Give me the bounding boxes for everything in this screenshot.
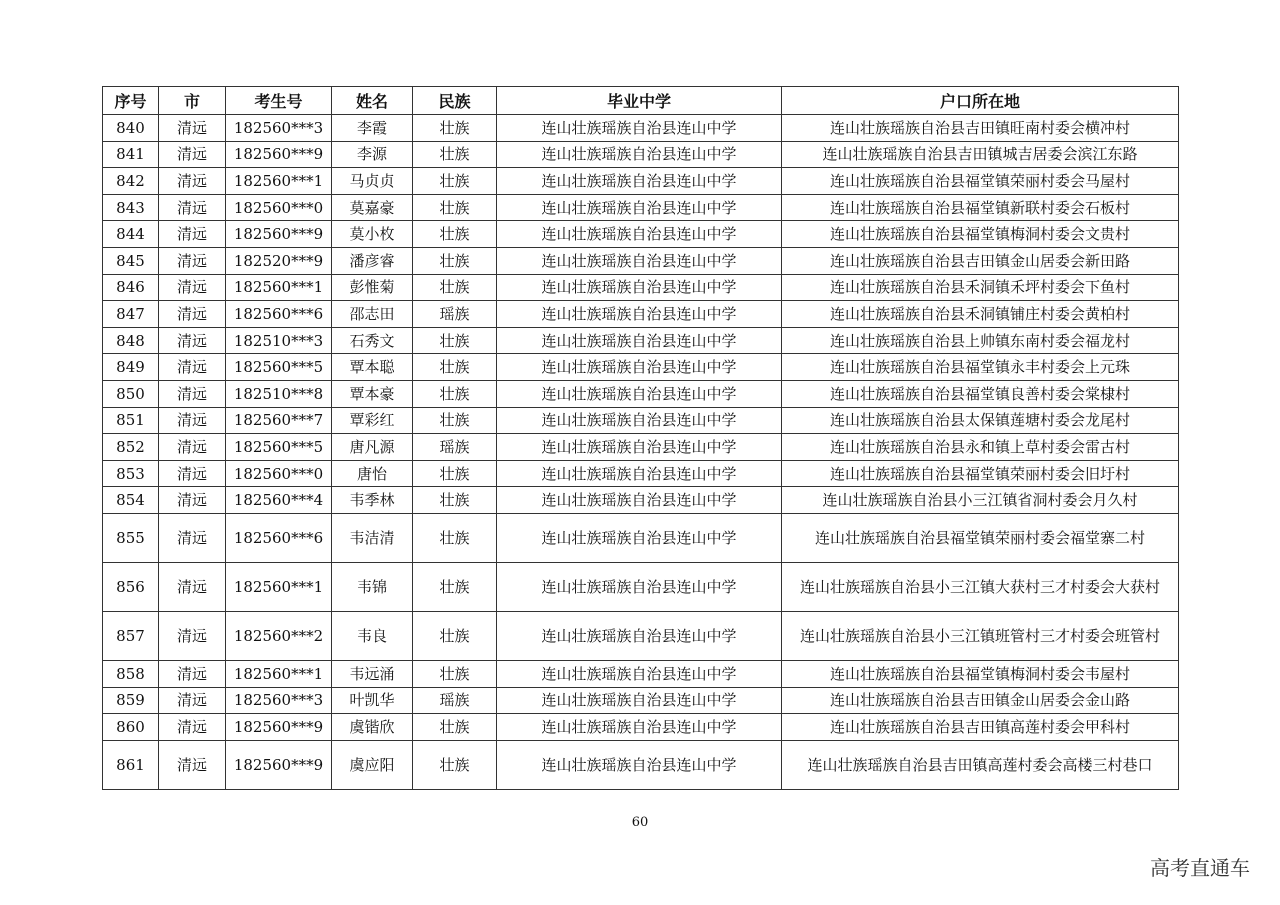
cell-high-school: 连山壮族瑶族自治县连山中学 (497, 168, 782, 195)
cell-city: 清远 (159, 487, 226, 514)
col-header-high-school: 毕业中学 (497, 87, 782, 115)
cell-city: 清远 (159, 740, 226, 789)
cell-ethnicity: 壮族 (413, 354, 497, 381)
table-row (103, 327, 1179, 354)
cell-exam-number: 182560***0 (226, 194, 332, 221)
col-header-ethnicity: 民族 (413, 87, 497, 115)
cell-city: 清远 (159, 141, 226, 168)
cell-exam-number: 182510***8 (226, 380, 332, 407)
cell-exam-number: 182560***3 (226, 687, 332, 714)
cell-household-address: 连山壮族瑶族自治县福堂镇良善村委会棠棣村 (782, 380, 1179, 407)
table-row (103, 660, 1179, 687)
cell-household-address: 连山壮族瑶族自治县小三江镇省洞村委会月久村 (782, 487, 1179, 514)
table-row (103, 354, 1179, 381)
cell-city: 清远 (159, 194, 226, 221)
cell-index: 854 (103, 487, 159, 514)
cell-name: 韦良 (332, 611, 413, 660)
cell-ethnicity: 壮族 (413, 141, 497, 168)
cell-high-school: 连山壮族瑶族自治县连山中学 (497, 327, 782, 354)
cell-name: 石秀文 (332, 327, 413, 354)
cell-high-school: 连山壮族瑶族自治县连山中学 (497, 513, 782, 562)
cell-name: 唐怡 (332, 460, 413, 487)
cell-ethnicity: 壮族 (413, 274, 497, 301)
cell-city: 清远 (159, 434, 226, 461)
cell-index: 857 (103, 611, 159, 660)
cell-city: 清远 (159, 460, 226, 487)
cell-high-school: 连山壮族瑶族自治县连山中学 (497, 562, 782, 611)
cell-ethnicity: 壮族 (413, 611, 497, 660)
cell-high-school: 连山壮族瑶族自治县连山中学 (497, 407, 782, 434)
cell-ethnicity: 壮族 (413, 513, 497, 562)
cell-exam-number: 182560***9 (226, 714, 332, 741)
table-row (103, 460, 1179, 487)
cell-index: 847 (103, 301, 159, 328)
cell-household-address: 连山壮族瑶族自治县福堂镇永丰村委会上元珠 (782, 354, 1179, 381)
cell-city: 清远 (159, 221, 226, 248)
table-row (103, 740, 1179, 789)
cell-exam-number: 182560***2 (226, 611, 332, 660)
cell-index: 860 (103, 714, 159, 741)
table-row (103, 562, 1179, 611)
cell-exam-number: 182560***1 (226, 274, 332, 301)
cell-name: 覃本聪 (332, 354, 413, 381)
cell-index: 843 (103, 194, 159, 221)
cell-exam-number: 182560***5 (226, 434, 332, 461)
cell-ethnicity: 壮族 (413, 221, 497, 248)
cell-ethnicity: 瑶族 (413, 301, 497, 328)
cell-high-school: 连山壮族瑶族自治县连山中学 (497, 354, 782, 381)
cell-index: 844 (103, 221, 159, 248)
cell-exam-number: 182560***0 (226, 460, 332, 487)
cell-ethnicity: 壮族 (413, 247, 497, 274)
cell-high-school: 连山壮族瑶族自治县连山中学 (497, 380, 782, 407)
table-row (103, 434, 1179, 461)
cell-index: 858 (103, 660, 159, 687)
cell-city: 清远 (159, 611, 226, 660)
cell-name: 韦季林 (332, 487, 413, 514)
cell-household-address: 连山壮族瑶族自治县吉田镇城吉居委会滨江东路 (782, 141, 1179, 168)
cell-high-school: 连山壮族瑶族自治县连山中学 (497, 487, 782, 514)
cell-household-address: 连山壮族瑶族自治县福堂镇荣丽村委会福堂寨二村 (782, 513, 1179, 562)
cell-index: 861 (103, 740, 159, 789)
cell-ethnicity: 壮族 (413, 115, 497, 142)
col-header-city: 市 (159, 87, 226, 115)
table-row (103, 407, 1179, 434)
cell-ethnicity: 壮族 (413, 460, 497, 487)
col-header-index: 序号 (103, 87, 159, 115)
cell-high-school: 连山壮族瑶族自治县连山中学 (497, 115, 782, 142)
cell-name: 韦锦 (332, 562, 413, 611)
cell-name: 李源 (332, 141, 413, 168)
col-header-exam-number: 考生号 (226, 87, 332, 115)
cell-household-address: 连山壮族瑶族自治县吉田镇高莲村委会高楼三村巷口 (782, 740, 1179, 789)
cell-name: 虞锴欣 (332, 714, 413, 741)
cell-high-school: 连山壮族瑶族自治县连山中学 (497, 141, 782, 168)
cell-name: 彭惟菊 (332, 274, 413, 301)
cell-name: 韦远涌 (332, 660, 413, 687)
cell-ethnicity: 壮族 (413, 487, 497, 514)
cell-high-school: 连山壮族瑶族自治县连山中学 (497, 611, 782, 660)
cell-name: 覃本豪 (332, 380, 413, 407)
cell-index: 848 (103, 327, 159, 354)
cell-ethnicity: 壮族 (413, 380, 497, 407)
cell-high-school: 连山壮族瑶族自治县连山中学 (497, 740, 782, 789)
table-row (103, 115, 1179, 142)
cell-exam-number: 182560***9 (226, 141, 332, 168)
table-row (103, 380, 1179, 407)
roster-table (102, 86, 1179, 790)
cell-household-address: 连山壮族瑶族自治县福堂镇梅洞村委会文贵村 (782, 221, 1179, 248)
cell-city: 清远 (159, 301, 226, 328)
cell-ethnicity: 壮族 (413, 327, 497, 354)
cell-city: 清远 (159, 327, 226, 354)
cell-ethnicity: 壮族 (413, 660, 497, 687)
cell-name: 唐凡源 (332, 434, 413, 461)
roster-body (103, 115, 1179, 790)
table-row (103, 611, 1179, 660)
cell-exam-number: 182560***5 (226, 354, 332, 381)
cell-exam-number: 182560***4 (226, 487, 332, 514)
cell-index: 849 (103, 354, 159, 381)
cell-household-address: 连山壮族瑶族自治县禾洞镇禾坪村委会下鱼村 (782, 274, 1179, 301)
cell-index: 853 (103, 460, 159, 487)
table-row (103, 487, 1179, 514)
cell-ethnicity: 壮族 (413, 194, 497, 221)
cell-name: 叶凯华 (332, 687, 413, 714)
table-row (103, 141, 1179, 168)
cell-index: 845 (103, 247, 159, 274)
cell-index: 841 (103, 141, 159, 168)
cell-high-school: 连山壮族瑶族自治县连山中学 (497, 274, 782, 301)
cell-household-address: 连山壮族瑶族自治县吉田镇高莲村委会甲科村 (782, 714, 1179, 741)
cell-high-school: 连山壮族瑶族自治县连山中学 (497, 660, 782, 687)
cell-high-school: 连山壮族瑶族自治县连山中学 (497, 194, 782, 221)
cell-city: 清远 (159, 562, 226, 611)
cell-city: 清远 (159, 714, 226, 741)
col-header-household-address: 户口所在地 (782, 87, 1179, 115)
cell-city: 清远 (159, 660, 226, 687)
cell-ethnicity: 壮族 (413, 562, 497, 611)
cell-city: 清远 (159, 513, 226, 562)
cell-index: 851 (103, 407, 159, 434)
cell-name: 虞应阳 (332, 740, 413, 789)
cell-household-address: 连山壮族瑶族自治县福堂镇荣丽村委会旧圩村 (782, 460, 1179, 487)
cell-city: 清远 (159, 407, 226, 434)
cell-city: 清远 (159, 354, 226, 381)
cell-household-address: 连山壮族瑶族自治县上帅镇东南村委会福龙村 (782, 327, 1179, 354)
cell-index: 840 (103, 115, 159, 142)
cell-exam-number: 182560***9 (226, 740, 332, 789)
cell-high-school: 连山壮族瑶族自治县连山中学 (497, 460, 782, 487)
cell-name: 莫小枚 (332, 221, 413, 248)
cell-index: 852 (103, 434, 159, 461)
cell-ethnicity: 瑶族 (413, 687, 497, 714)
cell-ethnicity: 壮族 (413, 740, 497, 789)
cell-household-address: 连山壮族瑶族自治县禾洞镇铺庄村委会黄柏村 (782, 301, 1179, 328)
col-header-name: 姓名 (332, 87, 413, 115)
cell-high-school: 连山壮族瑶族自治县连山中学 (497, 221, 782, 248)
cell-index: 855 (103, 513, 159, 562)
page-number: 60 (631, 815, 649, 830)
cell-exam-number: 182560***6 (226, 513, 332, 562)
cell-index: 846 (103, 274, 159, 301)
cell-household-address: 连山壮族瑶族自治县吉田镇旺南村委会横冲村 (782, 115, 1179, 142)
cell-household-address: 连山壮族瑶族自治县福堂镇梅洞村委会韦屋村 (782, 660, 1179, 687)
cell-household-address: 连山壮族瑶族自治县福堂镇荣丽村委会马屋村 (782, 168, 1179, 195)
cell-exam-number: 182510***3 (226, 327, 332, 354)
cell-high-school: 连山壮族瑶族自治县连山中学 (497, 301, 782, 328)
table-row (103, 247, 1179, 274)
cell-city: 清远 (159, 247, 226, 274)
cell-household-address: 连山壮族瑶族自治县小三江镇班管村三才村委会班管村 (782, 611, 1179, 660)
table-row (103, 687, 1179, 714)
cell-ethnicity: 壮族 (413, 714, 497, 741)
cell-high-school: 连山壮族瑶族自治县连山中学 (497, 687, 782, 714)
table-row (103, 301, 1179, 328)
cell-exam-number: 182560***6 (226, 301, 332, 328)
cell-high-school: 连山壮族瑶族自治县连山中学 (497, 247, 782, 274)
table-row (103, 168, 1179, 195)
cell-name: 韦洁清 (332, 513, 413, 562)
watermark-text: 高考直通车 (1150, 856, 1250, 880)
cell-index: 856 (103, 562, 159, 611)
cell-city: 清远 (159, 274, 226, 301)
table-row (103, 274, 1179, 301)
cell-exam-number: 182520***9 (226, 247, 332, 274)
cell-ethnicity: 壮族 (413, 407, 497, 434)
cell-city: 清远 (159, 380, 226, 407)
table-row (103, 221, 1179, 248)
cell-name: 邵志田 (332, 301, 413, 328)
table-row (103, 194, 1179, 221)
cell-ethnicity: 瑶族 (413, 434, 497, 461)
table-row (103, 714, 1179, 741)
cell-exam-number: 182560***9 (226, 221, 332, 248)
header-row (103, 87, 1179, 115)
table-row (103, 513, 1179, 562)
cell-index: 850 (103, 380, 159, 407)
cell-exam-number: 182560***3 (226, 115, 332, 142)
cell-household-address: 连山壮族瑶族自治县福堂镇新联村委会石板村 (782, 194, 1179, 221)
cell-household-address: 连山壮族瑶族自治县吉田镇金山居委会金山路 (782, 687, 1179, 714)
cell-exam-number: 182560***1 (226, 168, 332, 195)
cell-city: 清远 (159, 115, 226, 142)
cell-name: 李霞 (332, 115, 413, 142)
cell-city: 清远 (159, 687, 226, 714)
cell-household-address: 连山壮族瑶族自治县吉田镇金山居委会新田路 (782, 247, 1179, 274)
cell-name: 潘彦睿 (332, 247, 413, 274)
cell-name: 莫嘉豪 (332, 194, 413, 221)
cell-index: 842 (103, 168, 159, 195)
cell-household-address: 连山壮族瑶族自治县永和镇上草村委会雷古村 (782, 434, 1179, 461)
cell-name: 马贞贞 (332, 168, 413, 195)
cell-household-address: 连山壮族瑶族自治县太保镇莲塘村委会龙尾村 (782, 407, 1179, 434)
cell-exam-number: 182560***7 (226, 407, 332, 434)
cell-household-address: 连山壮族瑶族自治县小三江镇大获村三才村委会大获村 (782, 562, 1179, 611)
cell-ethnicity: 壮族 (413, 168, 497, 195)
cell-exam-number: 182560***1 (226, 562, 332, 611)
cell-index: 859 (103, 687, 159, 714)
cell-name: 覃彩红 (332, 407, 413, 434)
cell-city: 清远 (159, 168, 226, 195)
cell-high-school: 连山壮族瑶族自治县连山中学 (497, 714, 782, 741)
cell-exam-number: 182560***1 (226, 660, 332, 687)
cell-high-school: 连山壮族瑶族自治县连山中学 (497, 434, 782, 461)
